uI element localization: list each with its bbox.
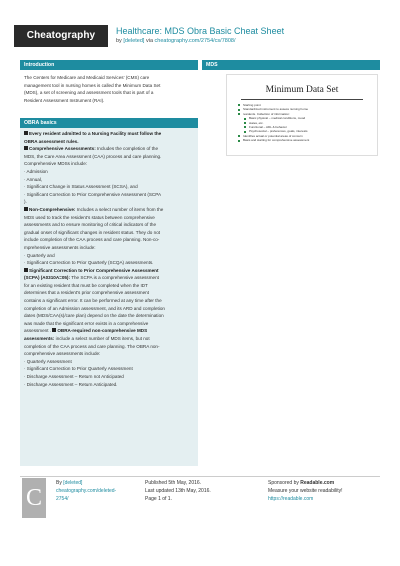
term-comprehensive: Comprehensive Assessments: xyxy=(29,146,96,152)
body-text: Includes the completion of the xyxy=(95,146,159,152)
intro-body xyxy=(20,72,198,106)
byline-via: via xyxy=(145,38,154,44)
footer-by: By xyxy=(56,480,64,486)
list-item: · Significant Correction to Prior Quarterly (SCQA) assessments. xyxy=(24,260,154,266)
body-text: completion of the CAA process and care planning. The OBRA non- xyxy=(24,343,160,349)
mds-heading: MDS xyxy=(202,60,380,70)
mds-bullet-cont: residents. Collection of information: xyxy=(237,112,371,116)
mds-bullet: Standardized instrument to assess nursing home xyxy=(237,107,371,111)
body-text: assessments and to ensure monitoring of critical indicators of the xyxy=(24,222,157,228)
list-item: · Significant Correction to Prior Quarterly Assessment xyxy=(24,366,133,372)
rule-text: OBRA assessment rules. xyxy=(24,138,79,144)
mds-bullet: Basis and starting for comprehensive assessment xyxy=(237,138,371,142)
list-item: ). xyxy=(24,199,27,205)
obra-basics-heading: OBRA basics xyxy=(20,118,198,128)
cheatography-logo[interactable]: Cheatography xyxy=(14,25,108,47)
footer-author-url[interactable]: 2754/ xyxy=(56,496,69,502)
list-item: · Quarterly Assessment xyxy=(24,358,72,364)
sponsor-tagline: Measure your website readability! xyxy=(268,488,343,494)
intro-line: Resident Assessment Instrument (RAI). xyxy=(24,97,105,103)
body-text: The SCPA is a comprehensive assessment xyxy=(70,275,159,281)
body-text: determines that a resident's prior comprehensive assessment xyxy=(24,290,149,296)
obra-basics-section xyxy=(20,118,198,466)
title-rule xyxy=(241,99,363,100)
body-text: comprehensive assessments include: xyxy=(24,351,101,357)
page-header xyxy=(0,0,400,58)
term-obra-required: OBRA-required non-comprehensive MDS xyxy=(57,328,148,334)
mds-sub-bullet: Psychosocial – preferences, goals, interests xyxy=(237,129,371,133)
byline-by: by xyxy=(116,38,122,44)
square-bullet-icon xyxy=(24,207,28,211)
footer-author xyxy=(56,479,136,503)
list-item: · Discharge Assessment – Return Anticipated. xyxy=(24,381,118,387)
body-text: MDS used to track the resident's status between comprehensive xyxy=(24,214,155,220)
body-text: contains a significant error. It can be performed at any time after the xyxy=(24,298,162,304)
intro-heading: Introduction xyxy=(20,60,198,70)
author-avatar[interactable]: C xyxy=(22,478,46,518)
term-obra-required: assessments: xyxy=(24,336,55,342)
footer-author-url[interactable]: cheatography.com/deleted- xyxy=(56,488,117,494)
mds-bullet-list xyxy=(237,103,371,143)
square-bullet-icon xyxy=(24,268,28,272)
square-bullet-icon xyxy=(24,146,28,150)
mds-sub-bullet-cont: states, etc. xyxy=(237,121,371,125)
mds-slide-image xyxy=(226,74,378,156)
list-item: · Annual, xyxy=(24,176,43,182)
body-text: MDS, the Care Area Assessment (CAA) process and care planning. xyxy=(24,153,162,159)
body-text: mprehensive assessments include: xyxy=(24,244,96,250)
footer-sponsor xyxy=(268,479,383,503)
square-bullet-icon xyxy=(52,328,56,332)
page-number: Page 1 of 1. xyxy=(145,496,172,502)
sheet-url-link[interactable]: cheatography.com/2754/cs/7808/ xyxy=(154,38,236,44)
footer-author-link[interactable]: [deleted] xyxy=(63,480,83,486)
byline xyxy=(116,38,235,44)
body-text: dates (MDS/CAA(s)/care plan) depend on the date the determination xyxy=(24,313,164,319)
mds-sub-bullet: Basic physical – medical conditions, mood xyxy=(237,116,371,120)
mds-sub-bullet: Functional – ADL & behavior xyxy=(237,125,371,129)
body-text: Comprehensive MDSs include: xyxy=(24,161,88,167)
intro-line: (MDS), a set of screening and assessment tools that is part of a xyxy=(24,90,154,96)
square-bullet-icon xyxy=(24,131,28,135)
body-text: was made that the significant error exists in a comprehensive xyxy=(24,320,149,326)
term-scpa: Significant Correction to Prior Comprehensive Assessment xyxy=(29,267,159,273)
rule-text: Every resident admitted to a Nursing Facility must follow the xyxy=(29,131,162,136)
body-text: Includes a select number of items from the xyxy=(75,206,164,212)
page-title: Healthcare: MDS Obra Basic Cheat Sheet xyxy=(116,26,285,36)
sponsor-link[interactable]: https://readable.com xyxy=(268,496,314,502)
obra-basics-body xyxy=(20,128,198,388)
sponsor-name: Readable.com xyxy=(300,480,335,486)
term-scpa-code: (SCPA) (A0310A=05): xyxy=(24,275,70,281)
body-text: gradual onset of significant changes in resident status. They do not xyxy=(24,229,161,235)
body-text: assessment . xyxy=(24,328,53,334)
mds-bullet: Identifies actual or potential areas of concern xyxy=(237,134,371,138)
body-text: include completion of the CAA process and care planning. Non-co- xyxy=(24,237,160,243)
body-text: completion of an Admission assessment, and its ARD and completion xyxy=(24,305,165,311)
mds-bullet: Starting point xyxy=(237,103,371,107)
body-text: for an existing resident that must be completed when the IDT xyxy=(24,282,148,288)
intro-line: The Centers for Medicare and Medicaid Services' (CMS) care xyxy=(24,75,150,80)
list-item: · Significant Correction to Prior Comprehensive Assessment (SCPA xyxy=(24,191,162,197)
published-date: Published 5th May, 2016. xyxy=(145,480,202,486)
updated-date: Last updated 13th May, 2016. xyxy=(145,488,211,494)
mds-slide-title: Minimum Data Set xyxy=(265,85,339,95)
sponsor-prefix: Sponsored by xyxy=(268,480,301,486)
footer-dates xyxy=(145,479,255,503)
list-item: · Quarterly and xyxy=(24,252,55,258)
body-text: include a select number of MDS items, but not xyxy=(54,336,150,342)
author-link[interactable]: [deleted] xyxy=(123,38,145,44)
list-item: · Discharge Assessment – Return not Anticipated xyxy=(24,374,124,379)
footer-divider xyxy=(20,476,380,477)
term-non-comprehensive: Non-Comprehensive: xyxy=(29,206,76,212)
intro-line: management tool in nursing homes is called the Minimum Data Set xyxy=(24,82,161,88)
list-item: · Significant Change in Status Assessment (SCSA), and xyxy=(24,184,138,190)
list-item: · Admission xyxy=(24,168,48,174)
